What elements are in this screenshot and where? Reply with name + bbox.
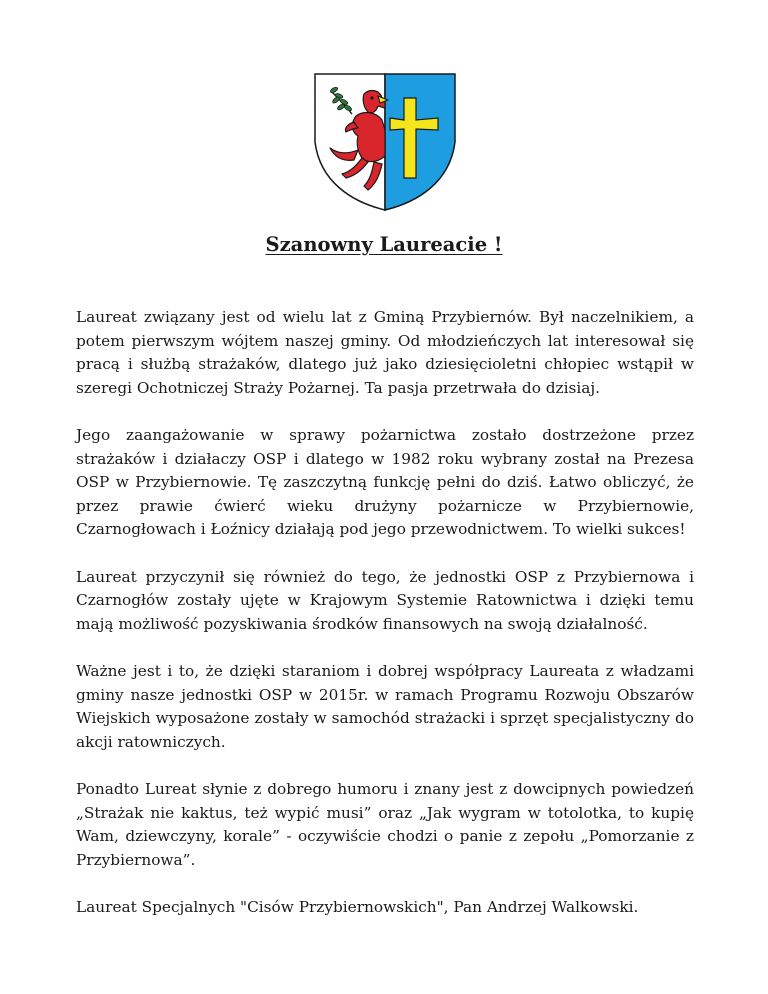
paragraph-4: Ważne jest i to, że dzięki staraniom i dobrej współpracy Laureata z władzami gminy nasze jednostki OSP w 2015r. w ramach Programu Rozwoju Obszarów Wiejskich wyposażone zostały w samochód strażacki i sprzęt specjalistyczny do akcji ratowniczych. xyxy=(76,662,694,751)
paragraph-2: Jego zaangażowanie w sprawy pożarnictwa zostało dostrzeżone przez strażaków i działaczy OSP i dlatego w 1982 roku wybrany został na Prezesa OSP w Przybiernowie. Tę zaszczytną funkcję pełni do dziś. Łatwo obliczyć, że przez prawie ćwierć wieku drużyny pożarnicze w Przybiernowie, Czarnogłowach i Łoźnicy działają pod jego przewodnictwem. To wielki sukces! xyxy=(76,426,694,538)
crest-griffin-eye xyxy=(370,96,373,99)
paragraph-1: Laureat związany jest od wielu lat z Gminą Przybiernów. Był naczelnikiem, a potem pierwszym wójtem naszej gminy. Od młodzieńczych lat interesował się pracą i służbą strażaków, dlatego już jako dziesięcioletni chłopiec wstąpił w szeregi Ochotniczej Straży Pożarnej. Ta pasja przetrwała do dzisiaj. xyxy=(76,308,694,397)
letter-body xyxy=(76,306,694,944)
paragraph-3: Laureat przyczynił się również do tego, że jednostki OSP z Przybiernowa i Czarnogłów zostały ujęte w Krajowym Systemie Ratownictwa i dzięki temu mają możliwość pozyskiwania środków finansowych na swoją działalność. xyxy=(76,567,694,633)
paragraph-6: Laureat Specjalnych "Cisów Przybiernowskich", Pan Andrzej Walkowski. xyxy=(76,898,639,916)
page-title: Szanowny Laureacie ! xyxy=(265,233,503,256)
coat-of-arms-icon xyxy=(312,70,458,214)
paragraph-5: Ponadto Lureat słynie z dobrego humoru i znany jest z dowcipnych powiedzeń „Strażak nie kaktus, też wypić musi” oraz „Jak wygram w totolotka, to kupię Wam, dziewczyny, korale” - oczywiście chodzi o panie z zepołu „Pomorzanie z Przybiernowa”. xyxy=(76,780,694,869)
crest-right-field xyxy=(385,74,455,210)
